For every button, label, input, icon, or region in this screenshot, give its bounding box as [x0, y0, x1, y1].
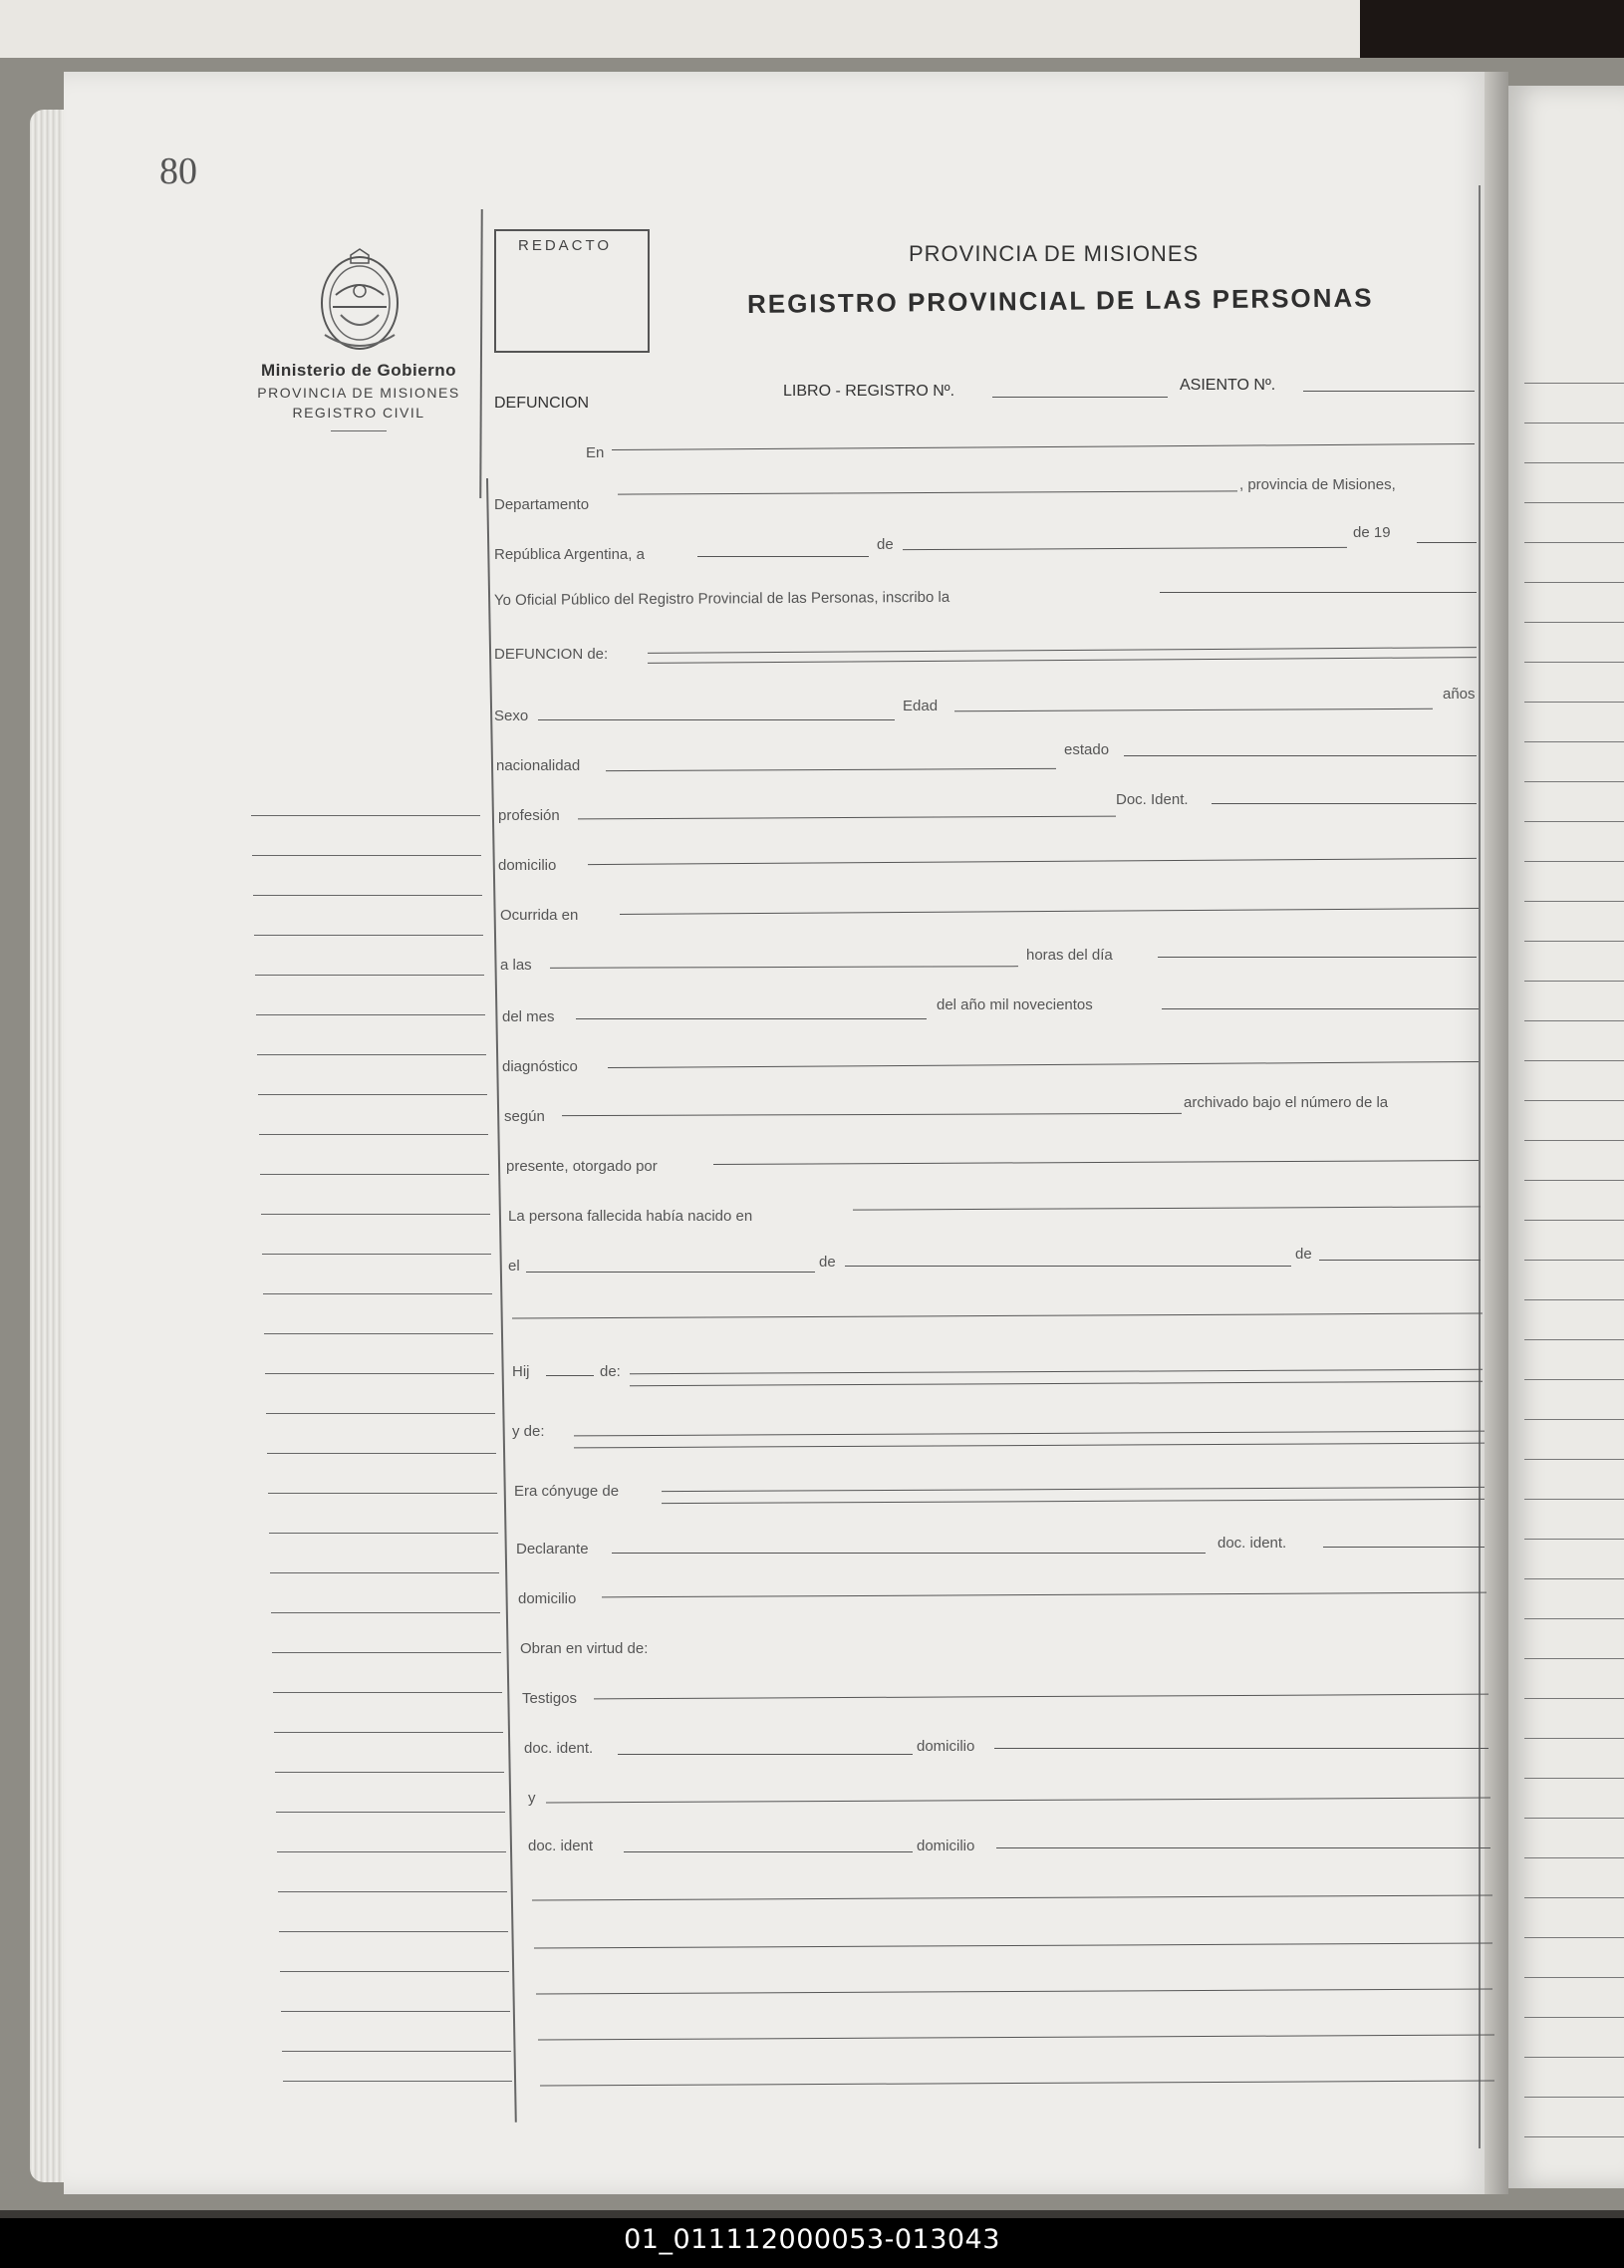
- obran-label: Obran en virtud de:: [520, 1640, 649, 1657]
- del-ano-field[interactable]: [1162, 1008, 1479, 1009]
- yo-oficial-field[interactable]: [1160, 592, 1477, 593]
- margin-line[interactable]: [281, 2011, 510, 2012]
- next-page-line: [1524, 1459, 1624, 1460]
- next-page-line: [1524, 821, 1624, 822]
- margin-line[interactable]: [275, 1772, 504, 1773]
- y-de-field-b[interactable]: [574, 1443, 1485, 1449]
- blank-line-3[interactable]: [534, 1942, 1492, 1948]
- conyuge-field-a[interactable]: [662, 1487, 1485, 1492]
- next-page-line: [1524, 1140, 1624, 1141]
- next-page-line: [1524, 582, 1624, 583]
- nacionalidad-field[interactable]: [606, 768, 1056, 771]
- archivado-label: archivado bajo el número de la: [1184, 1094, 1389, 1111]
- domicilio-label-4: domicilio: [917, 1838, 975, 1854]
- next-page-line: [1524, 1419, 1624, 1420]
- margin-line[interactable]: [282, 2051, 511, 2052]
- margin-line[interactable]: [276, 1812, 505, 1813]
- margin-line[interactable]: [278, 1891, 507, 1892]
- y-label: y: [528, 1790, 536, 1807]
- next-page-line: [1524, 542, 1624, 543]
- next-page-line: [1524, 622, 1624, 623]
- next-page-line: [1524, 781, 1624, 782]
- margin-line[interactable]: [269, 1533, 498, 1534]
- hij-de-field-b[interactable]: [630, 1381, 1483, 1386]
- next-page-line: [1524, 1539, 1624, 1540]
- next-page-line: [1524, 1578, 1624, 1579]
- next-page-line: [1524, 901, 1624, 902]
- margin-line[interactable]: [270, 1572, 499, 1573]
- next-page-line: [1524, 383, 1624, 384]
- conyuge-label: Era cónyuge de: [514, 1483, 620, 1500]
- edad-label: Edad: [903, 698, 939, 714]
- next-page-line: [1524, 1060, 1624, 1061]
- departamento-field[interactable]: [618, 490, 1237, 494]
- hij-suffix-field[interactable]: [546, 1375, 594, 1376]
- de-label-3: de: [1295, 1246, 1312, 1263]
- margin-line[interactable]: [261, 1214, 490, 1215]
- next-page-line: [1524, 1778, 1624, 1779]
- blank-line-2[interactable]: [532, 1894, 1492, 1900]
- defuncion-de-label: DEFUNCION de:: [494, 646, 609, 663]
- domicilio-label-1: domicilio: [498, 857, 557, 874]
- testigos-label: Testigos: [522, 1690, 578, 1707]
- margin-line[interactable]: [268, 1493, 497, 1494]
- el-month-field[interactable]: [845, 1266, 1291, 1267]
- next-page-line: [1524, 1379, 1624, 1380]
- next-page-line: [1524, 1100, 1624, 1101]
- doc-ident-field-1[interactable]: [1212, 803, 1477, 804]
- margin-line[interactable]: [256, 1014, 485, 1015]
- doc-ident-field-4[interactable]: [624, 1851, 913, 1852]
- domicilio-label-3: domicilio: [917, 1738, 975, 1755]
- defuncion-de-field-a[interactable]: [648, 647, 1477, 654]
- next-page-line: [1524, 1857, 1624, 1858]
- next-page-line: [1524, 941, 1624, 942]
- margin-line[interactable]: [252, 855, 481, 856]
- segun-label: según: [504, 1108, 545, 1125]
- en-field[interactable]: [612, 443, 1475, 450]
- el-day-field[interactable]: [526, 1272, 815, 1273]
- profesion-field[interactable]: [578, 816, 1116, 820]
- ministry-office: REGISTRO CIVIL: [292, 405, 425, 421]
- margin-line[interactable]: [279, 1931, 508, 1932]
- provincia-misiones-label: , provincia de Misiones,: [1239, 476, 1396, 493]
- del-mes-field[interactable]: [576, 1018, 927, 1019]
- de-month-label: de: [877, 536, 894, 553]
- next-page-line: [1524, 423, 1624, 424]
- redacto-label: REDACTO: [518, 237, 613, 254]
- presente-field[interactable]: [713, 1160, 1479, 1165]
- diagnostico-field[interactable]: [608, 1061, 1479, 1068]
- republica-month-field[interactable]: [903, 547, 1347, 550]
- next-page-line: [1524, 702, 1624, 703]
- republica-year-field[interactable]: [1417, 542, 1477, 543]
- margin-line[interactable]: [257, 1054, 486, 1055]
- del-mes-label: del mes: [502, 1008, 555, 1025]
- margin-line[interactable]: [255, 975, 484, 976]
- margin-line[interactable]: [274, 1732, 503, 1733]
- a-las-field[interactable]: [550, 966, 1018, 969]
- hij-label: Hij: [512, 1363, 530, 1380]
- libro-registro-field[interactable]: [992, 397, 1168, 398]
- yo-oficial-label: Yo Oficial Público del Registro Provincial de las Personas, inscribo la: [493, 588, 950, 609]
- margin-line[interactable]: [254, 935, 483, 936]
- doc-ident-label-2: doc. ident.: [1218, 1535, 1287, 1552]
- next-page-line: [1524, 462, 1624, 463]
- el-year-field[interactable]: [1319, 1260, 1481, 1261]
- domicilio-field-4[interactable]: [996, 1847, 1490, 1848]
- margin-line[interactable]: [273, 1692, 502, 1693]
- ministry-title: Ministerio de Gobierno: [260, 361, 457, 380]
- anos-label: años: [1443, 686, 1476, 703]
- hij-de-label: de:: [600, 1363, 621, 1380]
- next-page-line: [1524, 741, 1624, 742]
- horas-del-dia-label: horas del día: [1026, 947, 1113, 964]
- hij-de-field-a[interactable]: [630, 1369, 1483, 1374]
- a-las-label: a las: [500, 957, 532, 974]
- next-page-line: [1524, 1818, 1624, 1819]
- margin-line[interactable]: [266, 1413, 495, 1414]
- asiento-label: ASIENTO Nº.: [1180, 377, 1276, 394]
- edad-field[interactable]: [954, 709, 1433, 712]
- next-page-line: [1524, 1299, 1624, 1300]
- margin-line[interactable]: [259, 1134, 488, 1135]
- estado-field[interactable]: [1124, 755, 1477, 756]
- blank-line-1[interactable]: [512, 1312, 1483, 1318]
- next-page-line: [1524, 1937, 1624, 1938]
- header-province: PROVINCIA DE MISIONES: [909, 241, 1200, 266]
- profesion-label: profesión: [498, 807, 560, 824]
- domicilio-label-2: domicilio: [518, 1590, 577, 1607]
- blank-line-5[interactable]: [538, 2034, 1494, 2040]
- next-page-line: [1524, 1618, 1624, 1619]
- margin-line[interactable]: [264, 1333, 493, 1334]
- defuncion-label: DEFUNCION: [494, 395, 590, 412]
- margin-line[interactable]: [260, 1174, 489, 1175]
- declarante-label: Declarante: [516, 1541, 589, 1558]
- next-page-line: [1524, 2097, 1624, 2098]
- next-page-line: [1524, 1499, 1624, 1500]
- ministry-province: PROVINCIA DE MISIONES: [257, 385, 460, 401]
- nacionalidad-label: nacionalidad: [496, 757, 581, 774]
- blank-line-4[interactable]: [536, 1988, 1492, 1994]
- ocurrida-en-label: Ocurrida en: [500, 907, 579, 924]
- image-identifier: 01_011112000053-013043: [624, 2224, 1000, 2255]
- blank-line-6[interactable]: [540, 2080, 1494, 2086]
- conyuge-field-b[interactable]: [662, 1499, 1485, 1504]
- next-page-line: [1524, 662, 1624, 663]
- next-page-line: [1524, 1220, 1624, 1221]
- sexo-label: Sexo: [494, 708, 529, 724]
- margin-line[interactable]: [271, 1612, 500, 1613]
- margin-line[interactable]: [263, 1293, 492, 1294]
- next-page-line: [1524, 502, 1624, 503]
- next-page-line: [1524, 1339, 1624, 1340]
- domicilio-field-3[interactable]: [994, 1748, 1489, 1749]
- estado-label: estado: [1064, 741, 1110, 758]
- el-label: el: [508, 1258, 520, 1275]
- y-field[interactable]: [546, 1798, 1490, 1804]
- page-number: 80: [159, 150, 197, 192]
- republica-label: República Argentina, a: [494, 546, 645, 563]
- asiento-field[interactable]: [1303, 391, 1475, 392]
- next-page-line: [1524, 1260, 1624, 1261]
- diagnostico-label: diagnóstico: [502, 1058, 578, 1075]
- next-page-line: [1524, 981, 1624, 982]
- departamento-label: Departamento: [494, 496, 590, 513]
- en-label: En: [586, 444, 605, 461]
- margin-line[interactable]: [258, 1094, 487, 1095]
- persona-fallecida-field[interactable]: [853, 1206, 1481, 1210]
- margin-line[interactable]: [280, 1971, 509, 1972]
- next-page-line: [1524, 2136, 1624, 2137]
- next-page-line: [1524, 1897, 1624, 1898]
- next-page-line: [1524, 1738, 1624, 1739]
- next-page-line: [1524, 1020, 1624, 1021]
- domicilio-field-2[interactable]: [602, 1592, 1487, 1598]
- next-page-line: [1524, 2017, 1624, 2018]
- doc-ident-label-4: doc. ident: [528, 1838, 594, 1854]
- de-19-label: de 19: [1353, 524, 1391, 541]
- doc-ident-field-3[interactable]: [618, 1754, 913, 1755]
- del-ano-label: del año mil novecientos: [937, 996, 1093, 1013]
- next-page-line: [1524, 2057, 1624, 2058]
- margin-line[interactable]: [272, 1652, 501, 1653]
- ocurrida-en-field[interactable]: [620, 908, 1479, 915]
- presente-label: presente, otorgado por: [506, 1158, 658, 1175]
- libro-registro-label: LIBRO - REGISTRO Nº.: [783, 383, 955, 400]
- y-de-field-a[interactable]: [574, 1431, 1485, 1437]
- next-page-line: [1524, 1180, 1624, 1181]
- defuncion-de-field-b[interactable]: [648, 657, 1477, 664]
- margin-line[interactable]: [253, 895, 482, 896]
- margin-line[interactable]: [251, 815, 480, 816]
- horas-del-dia-field[interactable]: [1158, 957, 1477, 958]
- margin-line[interactable]: [277, 1851, 506, 1852]
- next-page-line: [1524, 1658, 1624, 1659]
- y-de-label: y de:: [512, 1423, 545, 1440]
- margin-line[interactable]: [267, 1453, 496, 1454]
- persona-fallecida-label: La persona fallecida había nacido en: [508, 1208, 753, 1225]
- segun-field[interactable]: [562, 1113, 1182, 1116]
- declarante-field[interactable]: [612, 1553, 1206, 1554]
- testigos-field[interactable]: [594, 1694, 1489, 1700]
- doc-ident-label-3: doc. ident.: [524, 1740, 594, 1757]
- margin-line[interactable]: [262, 1254, 491, 1255]
- header-registry: REGISTRO PROVINCIAL DE LAS PERSONAS: [746, 282, 1374, 319]
- domicilio-field-1[interactable]: [588, 858, 1477, 865]
- doc-ident-field-2[interactable]: [1323, 1547, 1485, 1548]
- doc-ident-label-1: Doc. Ident.: [1116, 791, 1189, 808]
- next-page-line: [1524, 1977, 1624, 1978]
- republica-day-field[interactable]: [697, 556, 869, 557]
- de-label-2: de: [819, 1254, 836, 1271]
- margin-line[interactable]: [265, 1373, 494, 1374]
- next-page-line: [1524, 861, 1624, 862]
- sexo-field[interactable]: [538, 719, 895, 720]
- next-page-line: [1524, 1698, 1624, 1699]
- margin-line[interactable]: [283, 2081, 512, 2082]
